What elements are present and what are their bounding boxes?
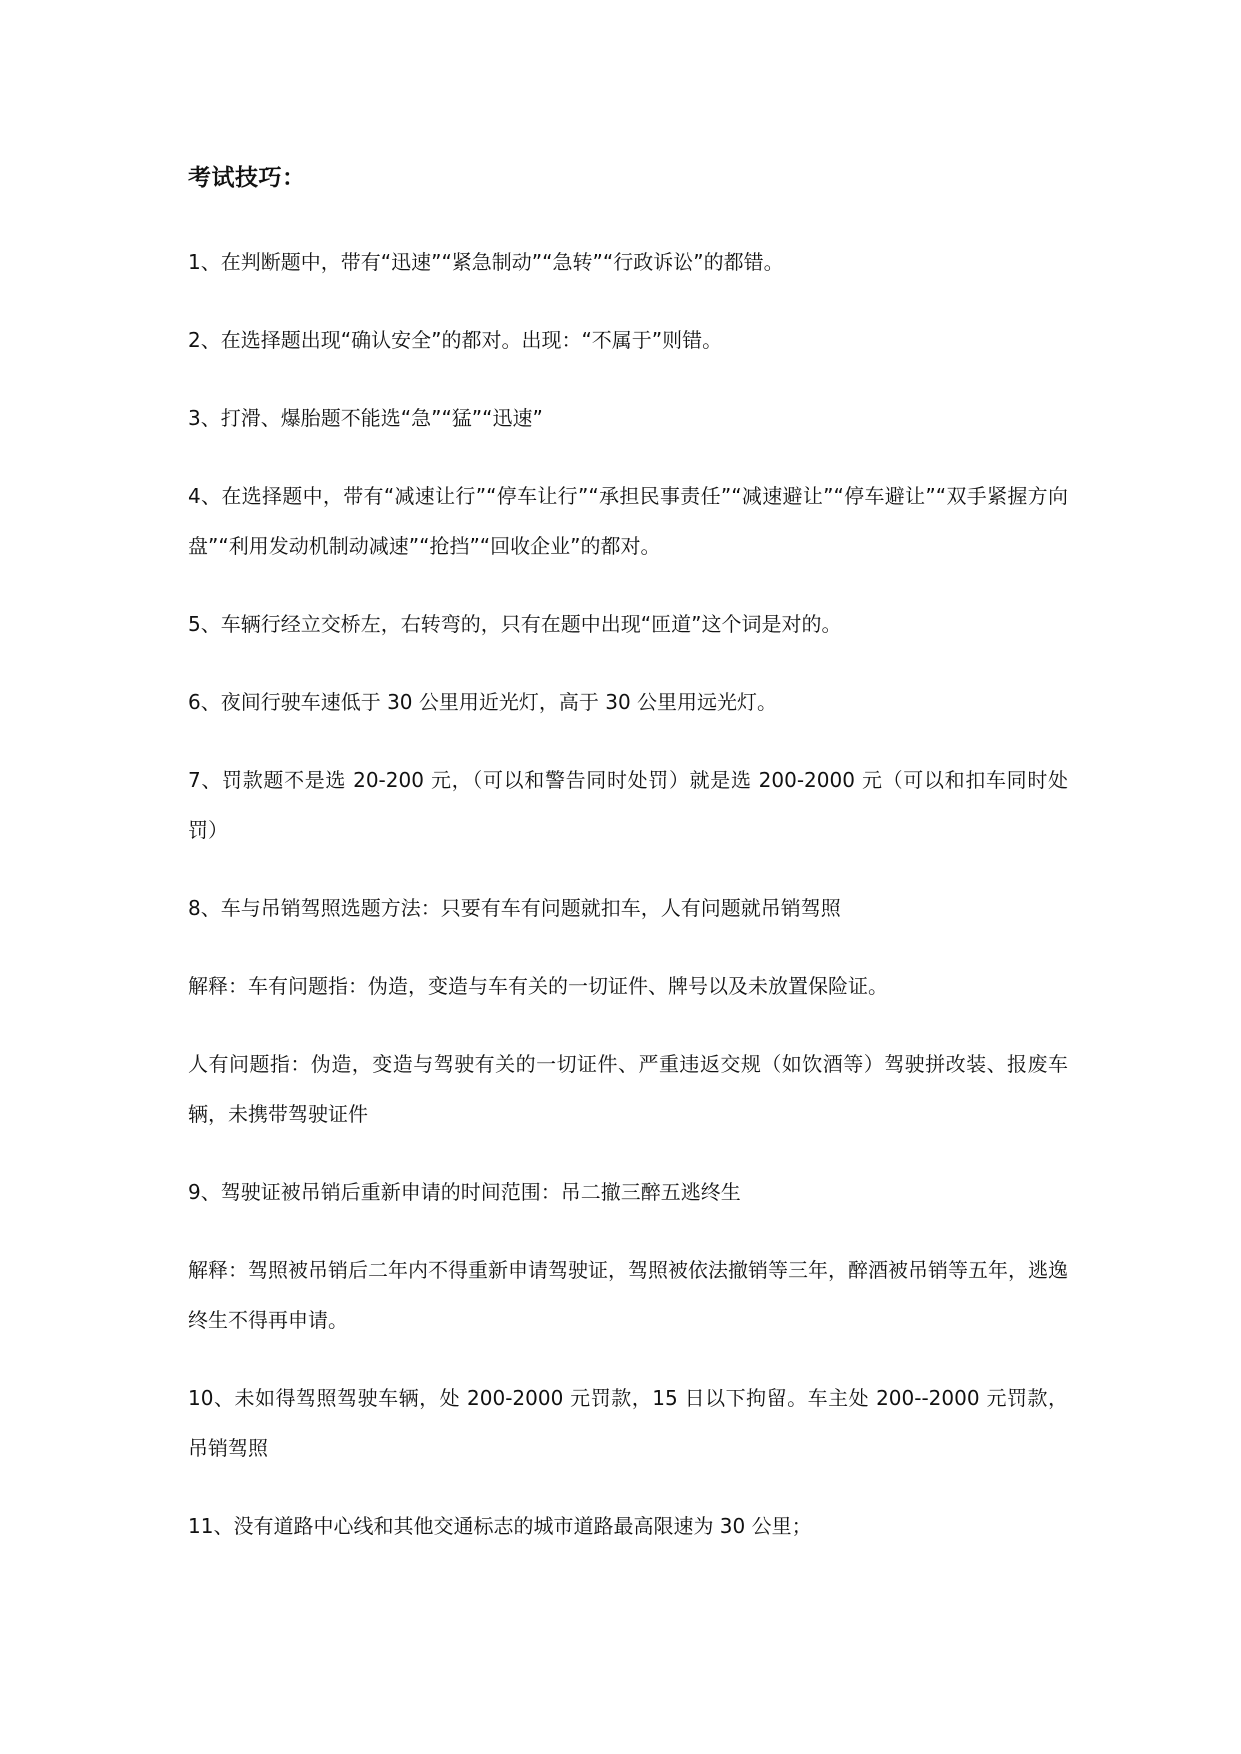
paragraph-tip-8: 8、车与吊销驾照选题方法：只要有车有问题就扣车，人有问题就吊销驾照 xyxy=(188,896,841,920)
document-body xyxy=(188,162,1068,1579)
document-title: 考试技巧： xyxy=(188,165,306,191)
paragraph-tip-5: 5、车辆行经立交桥左，右转弯的，只有在题中出现“匝道”这个词是对的。 xyxy=(188,612,842,636)
paragraph-explanation-revocation: 解释：驾照被吊销后二年内不得重新申请驾驶证，驾照被依法撤销等三年，醉酒被吊销等五年，逃逸终生不得再申请。 xyxy=(188,1258,1068,1332)
paragraph-tip-6: 6、夜间行驶车速低于 30 公里用近光灯，高于 30 公里用远光灯。 xyxy=(188,690,778,714)
paragraph-explanation-person: 人有问题指：伪造，变造与驾驶有关的一切证件、严重违返交规（如饮酒等）驾驶拼改装、报废车辆，未携带驾驶证件 xyxy=(188,1052,1068,1126)
paragraph-tip-2: 2、在选择题出现“确认安全”的都对。出现：“不属于”则错。 xyxy=(188,328,723,352)
paragraph-tip-9: 9、驾驶证被吊销后重新申请的时间范围：吊二撤三醉五逃终生 xyxy=(188,1180,741,1204)
paragraph-tip-11: 11、没有道路中心线和其他交通标志的城市道路最高限速为 30 公里； xyxy=(188,1514,812,1538)
paragraph-tip-1: 1、在判断题中，带有“迅速”“紧急制动”“急转”“行政诉讼”的都错。 xyxy=(188,250,784,274)
paragraph-tip-10: 10、未如得驾照驾驶车辆，处 200-2000 元罚款，15 日以下拘留。车主处 200--2000 元罚款，吊销驾照 xyxy=(188,1386,1068,1460)
paragraph-tip-3: 3、打滑、爆胎题不能选“急”“猛”“迅速” xyxy=(188,406,543,430)
paragraph-tip-4: 4、在选择题中，带有“减速让行”“停车让行”“承担民事责任”“减速避让”“停车避让”“双手紧握方向盘”“利用发动机制动减速”“抢挡”“回收企业”的都对。 xyxy=(188,484,1068,558)
paragraph-explanation-car: 解释：车有问题指：伪造，变造与车有关的一切证件、牌号以及未放置保险证。 xyxy=(188,974,888,998)
paragraph-tip-7: 7、罚款题不是选 20-200 元，（可以和警告同时处罚）就是选 200-2000 元（可以和扣车同时处罚） xyxy=(188,768,1068,842)
